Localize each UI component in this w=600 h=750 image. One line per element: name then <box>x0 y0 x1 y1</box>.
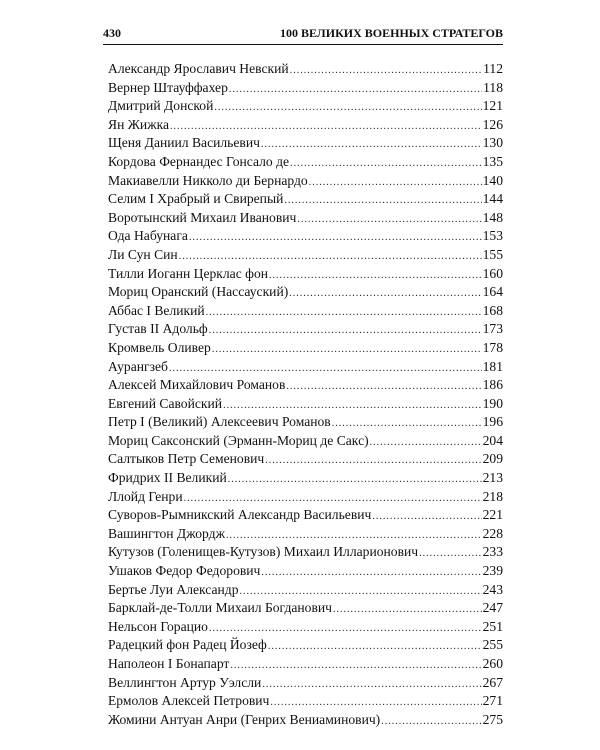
toc-entry-page: 186 <box>482 377 503 393</box>
toc-entry-page: 148 <box>482 209 503 225</box>
toc-entry-page: 260 <box>482 656 503 671</box>
dot-leader <box>206 304 482 323</box>
toc-entry-name: Ян Жижка <box>108 116 170 132</box>
toc-entry-name: Фридрих II Великий <box>108 470 227 486</box>
toc-entry-name: Тилли Иоганн Церклас фон <box>108 265 269 281</box>
toc-entry-page: 228 <box>482 525 503 541</box>
toc-entry-page: 213 <box>482 470 503 486</box>
toc-entry <box>108 618 503 637</box>
toc-entry-name: Ллойд Генри <box>108 488 183 504</box>
toc-entry <box>108 227 503 246</box>
toc-entry <box>108 432 503 451</box>
toc-entry-name: Радецкий фон Радец Йозеф <box>108 637 267 653</box>
toc-entry-page: 144 <box>482 191 503 207</box>
toc-entry-page: 255 <box>482 637 503 653</box>
toc-entry <box>108 599 503 618</box>
toc-entry-page: 196 <box>482 414 503 430</box>
toc-entry <box>108 172 503 191</box>
toc-entry-page: 209 <box>482 451 503 467</box>
toc-entry <box>108 562 503 581</box>
toc-entry-name: Нельсон Горацио <box>108 618 208 634</box>
toc-entry <box>108 506 503 525</box>
toc-entry-page: 153 <box>482 228 503 244</box>
toc-entry <box>108 134 503 153</box>
toc-entry <box>108 543 503 562</box>
dot-leader <box>370 434 482 453</box>
toc-entry <box>108 450 503 469</box>
toc-entry-page: 233 <box>482 544 503 560</box>
toc-entry <box>108 376 503 395</box>
toc-entry-page: 121 <box>482 98 503 114</box>
toc-entry <box>108 60 503 79</box>
toc-entry-name: Вашингтон Джордж <box>108 525 225 541</box>
toc-entry-page: 164 <box>482 284 503 300</box>
toc-entry-page: 221 <box>482 507 503 523</box>
running-head <box>103 22 503 45</box>
toc-entry-page: 204 <box>482 432 503 448</box>
toc-entry <box>108 246 503 265</box>
toc-entry-name: Алексей Михайлович Романов <box>108 377 286 393</box>
toc-entry <box>108 413 503 432</box>
toc-entry-name: Салтыков Петр Семенович <box>108 451 265 467</box>
toc-entry <box>108 339 503 358</box>
toc-entry-page: 168 <box>482 302 503 318</box>
toc-entry <box>108 358 503 377</box>
toc-entry-name: Евгений Савойский <box>108 395 223 411</box>
dot-leader <box>229 81 482 100</box>
toc-entry <box>108 320 503 339</box>
toc-entry-name: Кордова Фернандес Гонсало де <box>108 153 290 169</box>
toc-entry-name: Мориц Оранский (Нассауский) <box>108 284 289 300</box>
toc-entry-name: Ушаков Федор Федорович <box>108 563 261 579</box>
toc-entry-page: 173 <box>482 321 503 337</box>
toc-entry-name: Ода Набунага <box>108 228 188 244</box>
toc-entry <box>108 97 503 116</box>
toc-entry-name: Суворов-Рымникский Александр Васильевич <box>108 507 372 523</box>
toc-entry-page: 130 <box>482 135 503 151</box>
toc-entry <box>108 469 503 488</box>
dot-leader <box>269 267 482 286</box>
table-of-contents <box>108 60 503 729</box>
toc-entry <box>108 116 503 135</box>
toc-entry-page: 251 <box>482 618 503 634</box>
toc-entry-page: 275 <box>482 711 503 727</box>
dot-leader <box>265 452 481 471</box>
dot-leader <box>228 471 482 490</box>
dot-leader <box>286 378 481 397</box>
toc-entry-page: 118 <box>483 79 503 95</box>
toc-entry-name: Петр I (Великий) Алексеевич Романов <box>108 414 331 430</box>
dot-leader <box>261 136 482 155</box>
dot-leader <box>297 211 481 230</box>
dot-leader <box>333 601 482 620</box>
toc-entry <box>108 79 503 98</box>
toc-entry-name: Селим I Храбрый и Свирепый <box>108 191 284 207</box>
page-number: 430 <box>103 26 121 40</box>
toc-entry-page: 271 <box>482 693 503 709</box>
book-title: 100 ВЕЛИКИХ ВОЕННЫХ СТРАТЕГОВ <box>279 26 503 40</box>
toc-entry-name: Аурангзеб <box>108 358 168 374</box>
toc-entry-page: 126 <box>482 116 503 132</box>
toc-entry <box>108 711 503 730</box>
dot-leader <box>230 657 481 676</box>
toc-entry <box>108 265 503 284</box>
toc-entry-name: Кутузов (Голенищев-Кутузов) Михаил Илларионович <box>108 544 419 560</box>
toc-entry-name: Ли Сун Син <box>108 246 178 262</box>
toc-entry-name: Барклай-де-Толли Михаил Богданович <box>108 600 332 616</box>
toc-entry-page: 267 <box>482 674 503 690</box>
toc-entry-name: Ермолов Алексей Петрович <box>108 693 270 709</box>
toc-entry-name: Макиавелли Никколо ди Бернардо <box>108 172 308 188</box>
toc-entry-name: Воротынский Михаил Иванович <box>108 209 297 225</box>
toc-entry-page: 112 <box>483 61 503 76</box>
toc-entry <box>108 674 503 693</box>
toc-entry-page: 160 <box>482 265 503 281</box>
dot-leader <box>284 192 481 211</box>
toc-entry-page: 239 <box>482 563 503 579</box>
toc-entry <box>108 395 503 414</box>
toc-entry-name: Кромвель Оливер <box>108 339 211 355</box>
toc-entry-name: Мориц Саксонский (Эрманн-Мориц де Сакс) <box>108 432 369 448</box>
dot-leader <box>309 174 482 193</box>
toc-entry-page: 155 <box>482 246 503 262</box>
toc-entry-name: Жомини Антуан Анри (Генрих Вениаминович) <box>108 711 381 727</box>
toc-entry <box>108 283 503 302</box>
dot-leader <box>381 713 481 732</box>
toc-entry-page: 178 <box>482 339 503 355</box>
toc-entry-name: Щеня Даниил Васильевич <box>108 135 260 151</box>
toc-entry-name: Бертье Луи Александр <box>108 581 239 597</box>
dot-leader <box>290 62 482 81</box>
dot-leader <box>262 676 481 695</box>
toc-entry-page: 140 <box>482 172 503 188</box>
toc-entry-page: 247 <box>482 600 503 616</box>
toc-entry <box>108 636 503 655</box>
toc-entry-page: 218 <box>482 488 503 504</box>
toc-entry-page: 243 <box>482 581 503 597</box>
toc-entry-name: Аббас I Великий <box>108 302 205 318</box>
dot-leader <box>419 545 481 564</box>
dot-leader <box>290 155 482 174</box>
toc-entry-name: Александр Ярославич Невский <box>108 61 289 76</box>
toc-entry-name: Наполеон I Бонапарт <box>108 656 230 671</box>
dot-leader <box>372 508 481 527</box>
dot-leader <box>214 99 481 118</box>
toc-entry <box>108 581 503 600</box>
dot-leader <box>189 229 482 248</box>
toc-entry <box>108 525 503 544</box>
toc-entry-page: 135 <box>482 153 503 169</box>
dot-leader <box>261 564 481 583</box>
toc-entry <box>108 655 503 674</box>
toc-entry <box>108 190 503 209</box>
toc-entry-page: 181 <box>482 358 503 374</box>
toc-entry-name: Веллингтон Артур Уэлсли <box>108 674 262 690</box>
toc-entry <box>108 692 503 711</box>
toc-entry-name: Густав II Адольф <box>108 321 208 337</box>
dot-leader <box>212 341 482 360</box>
dot-leader <box>209 322 482 341</box>
toc-entry <box>108 302 503 321</box>
dot-leader <box>268 638 482 657</box>
toc-entry-page: 190 <box>482 395 503 411</box>
toc-entry <box>108 488 503 507</box>
dot-leader <box>289 285 481 304</box>
toc-entry <box>108 153 503 172</box>
toc-entry <box>108 209 503 228</box>
toc-entry-name: Дмитрий Донской <box>108 98 214 114</box>
toc-entry-name: Вернер Штауффахер <box>108 79 228 95</box>
